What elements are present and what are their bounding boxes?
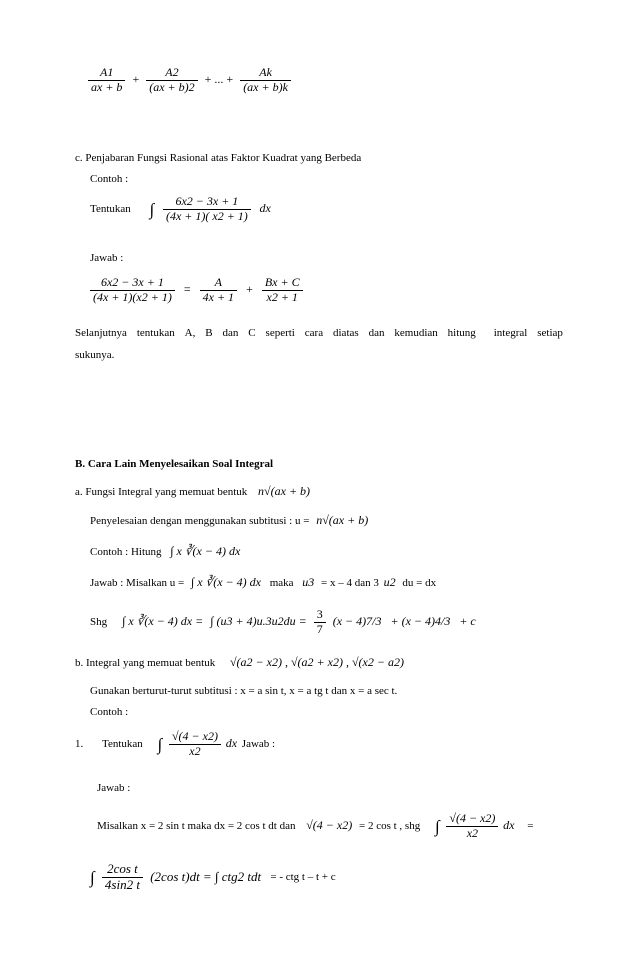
term1-numerator: A1 (88, 66, 125, 81)
contoh-hitung-row (90, 545, 240, 559)
item-a-row (75, 485, 310, 499)
item-b-label: b. Integral yang memuat bentuk (75, 657, 216, 669)
lhs-denominator: (4x + 1)(x2 + 1) (93, 289, 172, 304)
shg-denominator: x2 (466, 825, 479, 840)
integrand-numerator: 6x2 − 3x + 1 (163, 195, 251, 210)
shg-equals: = (527, 819, 534, 832)
u-squared: u2 (383, 575, 396, 589)
integral-sign: ∫ (434, 816, 440, 836)
jawab-inline: Jawab : (241, 737, 276, 750)
du-tail: du = dx (402, 577, 437, 589)
shg-term1: (x − 4)7/3 (332, 614, 382, 629)
tentukan-label: Tentukan (90, 202, 131, 215)
section-c-heading: c. Penjabaran Fungsi Rasional atas Faktor Kuadrat yang Berbeda (75, 152, 362, 164)
integral-sign: ∫ (149, 199, 155, 219)
tentukan-label-b: Tentukan (102, 737, 143, 750)
term2-denominator: (ax + b)2 (149, 79, 195, 94)
dx-label: dx (259, 201, 271, 216)
coef-denominator: 7 (316, 621, 323, 636)
jawab-misalkan-label: Jawab : Misalkan u = (90, 577, 185, 589)
termk-numerator: Ak (240, 66, 291, 81)
tentukan-row (90, 195, 271, 224)
b-numerator: Bx + C (262, 276, 303, 291)
final-denominator: 4sin2 t (104, 876, 140, 892)
example-numerator: √(4 − x2) (169, 730, 221, 745)
shg-row (90, 608, 476, 637)
top-formula (88, 66, 291, 95)
shg-mid: ∫ (u3 + 4)u.3u2du = (210, 614, 307, 629)
shg-numerator: √(4 − x2) (446, 812, 498, 827)
lhs-numerator: 6x2 − 3x + 1 (90, 276, 175, 291)
contoh-label: Contoh : (90, 173, 129, 185)
example1-row (75, 730, 275, 759)
penyelesaian-row (90, 514, 368, 528)
maka-label: maka (269, 577, 294, 589)
term1-denominator: ax + b (91, 79, 123, 94)
misalkan-tail: = 2 cos t , shg (358, 819, 421, 832)
coef-numerator: 3 (314, 608, 326, 623)
example-number: 1. (75, 737, 84, 750)
nth-root-expr: n√(ax + b) (258, 484, 311, 498)
shg-label: Shg (90, 615, 108, 628)
final-row (90, 862, 336, 893)
integral-sign: ∫ (157, 734, 163, 754)
item-a-label: a. Fungsi Integral yang memuat bentuk (75, 486, 248, 498)
u-cubed: u3 (302, 575, 315, 589)
plus-sign: + (246, 282, 253, 297)
integrand-denominator: (4x + 1)( x2 + 1) (165, 208, 248, 223)
shg-lhs: ∫ x ∛(x − 4) dx = (122, 614, 204, 629)
jawab-label-b: Jawab : (97, 782, 131, 794)
section-b-heading: B. Cara Lain Menyelesaikan Soal Integral (75, 458, 274, 470)
final-middle: (2cos t)dt = ∫ ctg2 tdt (150, 868, 262, 884)
equals-sign: = (183, 282, 191, 297)
penyelesaian-label: Penyelesaian dengan menggunakan subtitusi : u = (90, 515, 310, 527)
item-b-row (75, 656, 404, 670)
follow-text-line1: Selanjutnya tentukan A, B dan C seperti cara diatas dan kemudian hitung integral setiap (75, 327, 563, 339)
ellipsis-plus: + ... + (204, 72, 234, 87)
subst-root-expr: n√(ax + b) (316, 513, 369, 527)
termk-denominator: (ax + b)k (243, 79, 288, 94)
example-denominator: x2 (189, 743, 201, 758)
radical-forms: √(a2 − x2) , √(a2 + x2) , √(x2 − a2) (229, 655, 404, 669)
jawab-misalkan-row (90, 576, 436, 590)
shg-dx: dx (503, 818, 515, 833)
final-tail: = - ctg t – t + c (270, 871, 336, 884)
shg-constant: + c (459, 614, 476, 629)
b-denominator: x2 + 1 (266, 289, 298, 304)
final-numerator: 2cos t (102, 862, 143, 878)
decomposition-row (90, 276, 303, 305)
integral-sign: ∫ (90, 867, 95, 887)
term2-numerator: A2 (146, 66, 197, 81)
shg-term2: + (x − 4)4/3 (390, 614, 451, 629)
u3-tail: = x – 4 dan 3 (321, 577, 379, 589)
jawab-label: Jawab : (90, 252, 124, 264)
plus-sign: + (132, 72, 140, 87)
follow-text-line2: sukunya. (75, 349, 115, 361)
a-denominator: 4x + 1 (202, 289, 235, 304)
example-dx: dx (225, 736, 238, 751)
misalkan-root: √(4 − x2) (306, 818, 353, 833)
contoh-hitung-label: Contoh : Hitung (90, 546, 162, 558)
jawab-expr: ∫ x ∛(x − 4) dx (190, 575, 261, 589)
hitung-expr: ∫ x ∛(x − 4) dx (170, 544, 241, 558)
misalkan-text: Misalkan x = 2 sin t maka dx = 2 cos t dt dan (97, 819, 296, 832)
contoh-label-b: Contoh : (90, 706, 129, 718)
misalkan-row (97, 812, 533, 841)
gunakan-text: Gunakan berturut-turut subtitusi : x = a sin t, x = a tg t dan x = a sec t. (90, 685, 398, 697)
a-numerator: A (200, 276, 237, 291)
